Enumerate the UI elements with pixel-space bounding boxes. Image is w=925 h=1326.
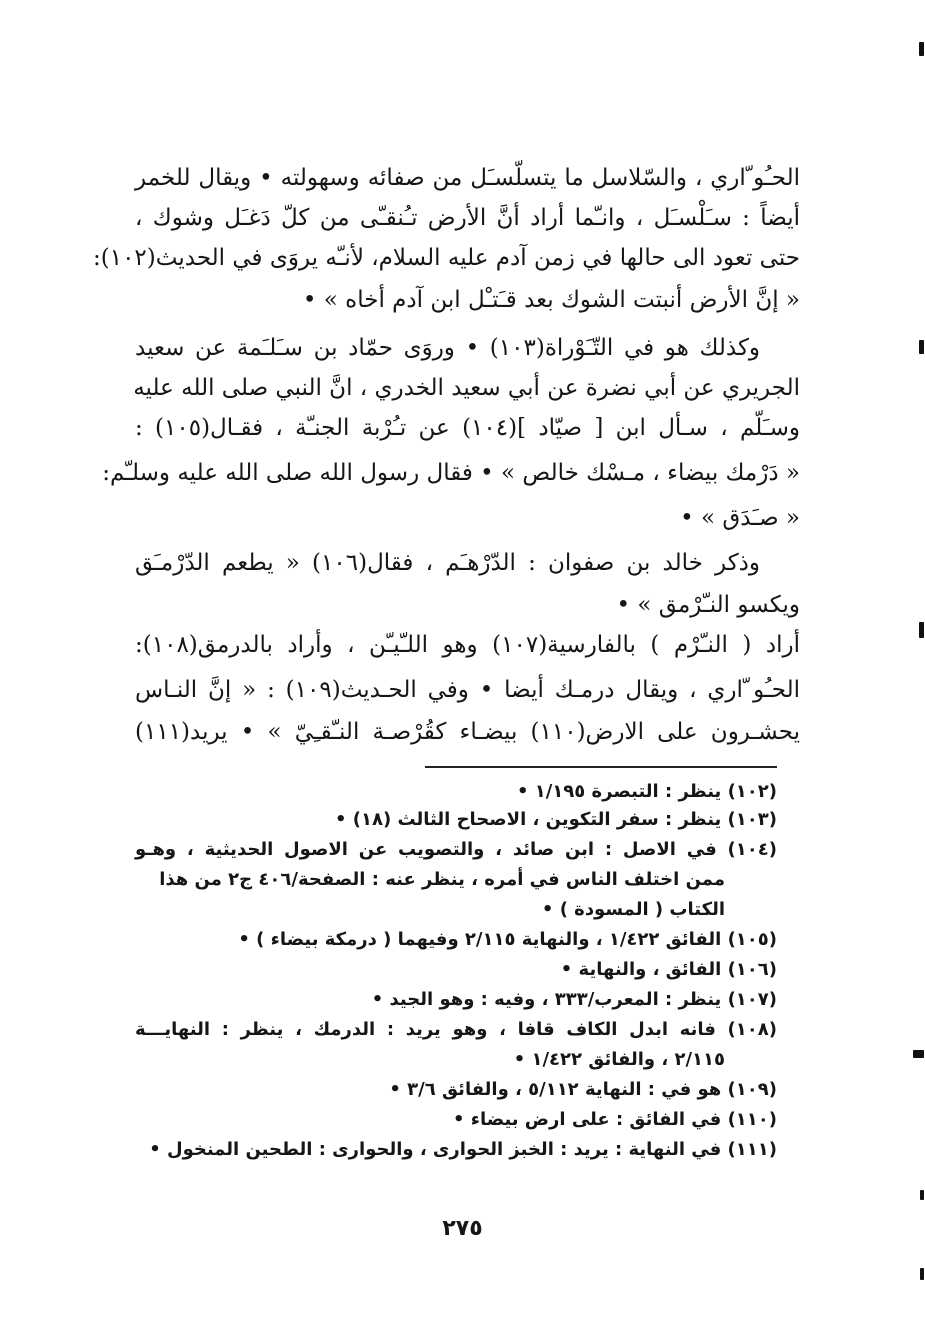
body-line: الجريري عن أبي نضرة عن أبي سعيد الخدري ، انَّ النبي صلى الله عليه	[133, 375, 800, 401]
margin-mark	[913, 1050, 924, 1058]
footnote-continuation: ممن اختلف الناس في أمره ، ينظر عنه : الصفحة/٤٠٦ ج٢ من هذا	[159, 869, 725, 890]
footnote: (١٠٥) الفائق ١/٤٢٢ ، والنهاية ٢/١١٥ وفيهما ( درمكة بيضاء ) •	[238, 929, 777, 950]
body-line: « إنَّ الأرض أنبتت الشوك بعد قـَتـْل ابن آدم أخاه » •	[302, 287, 800, 313]
body-line: الحـُو ّاري ، ويقال درمـك أيضا • وفي الحـديث(١٠٩) : « إنَّ النـاس	[135, 677, 800, 703]
page-number: ٢٧٥	[442, 1216, 483, 1241]
body-line: أيضاً : سـَلْسـَل ، وانـّما أراد أنَّ الأرض تـُنقـّى من كلّ دَغـَل وشوك ،	[135, 205, 800, 231]
body-line: « صـَدَق » •	[680, 505, 800, 531]
body-line: أراد ( النـّرْم ) بالفارسية(١٠٧) وهو اللـّيـّن ، وأراد بالدرمق(١٠٨):	[135, 632, 800, 658]
body-line: ويكسو النـّرْمق » •	[616, 592, 800, 618]
body-line: « دَرْمك بيضاء ، مـسْك خالص » • فقال رسول الله صلى الله عليه وسلـّم:	[102, 460, 800, 486]
margin-mark	[919, 622, 924, 638]
footnote: (١٠٢) ينظر : التبصرة ١/١٩٥ •	[516, 781, 777, 802]
margin-mark	[919, 42, 924, 56]
footnote: (١١١) في النهاية : يريد : الخبز الحوارى ، والحوارى : الطحين المنخول •	[149, 1139, 777, 1160]
footnote-continuation: ٢/١١٥ ، والفائق ١/٤٢٢ •	[513, 1049, 725, 1070]
body-line: الحـُو ّاري ، والسّلاسل ما يتسلّسـَل من صفائه وسهولته • ويقال للخمر	[135, 165, 800, 191]
footnote: (١١٠) في الفائق : على ارض بيضاء •	[452, 1109, 777, 1130]
body-line: حتى تعود الى حالها في زمن آدم عليه السلام، لأنـّه يروَى في الحديث(١٠٢):	[92, 245, 800, 271]
margin-mark	[920, 1268, 924, 1280]
footnote: (١٠٧) ينظر : المعرب/٣٣٣ ، وفيه : وهو الجيد •	[371, 989, 777, 1010]
footnote: (١٠٤) في الاصل : ابن صائد ، والتصويب عن الاصول الحديثية ، وهـو	[135, 839, 777, 860]
footnote: (١٠٨) فانه ابدل الكاف قافا ، وهو يريد : الدرمك ، ينظر : النهايـــة	[135, 1019, 777, 1040]
body-line: يحشـرون على الارض(١١٠) بيضـاء كقُرْصـة النـّقـِيّ » • يريد(١١١)	[135, 719, 800, 745]
margin-mark	[920, 1190, 924, 1200]
body-line: وكذلك هو في التّـَوْراة(١٠٣) • وروَى حمّاد بن سـَلـَمة عن سعيد	[135, 335, 761, 361]
footnote: (١٠٣) ينظر : سفر التكوين ، الاصحاح الثالث (١٨) •	[334, 809, 777, 830]
margin-mark	[919, 340, 924, 354]
footnote: (١٠٦) الفائق ، والنهاية •	[560, 959, 777, 980]
footnote: (١٠٩) هو في : النهاية ٥/١١٢ ، والفائق ٣/٦ •	[389, 1079, 777, 1100]
body-line: وذكر خالد بن صفوان : الدّرْهـَم ، فقال(١٠٦) « يطعم الدّرْمـَق	[135, 550, 760, 576]
body-line: وسـَلّم ، سـأل ابن [ صيّاد ](١٠٤) عن تـُرْبة الجنـّة ، فقـال(١٠٥) :	[135, 415, 800, 441]
footnote-continuation: الكتاب ( المسودة ) •	[541, 899, 725, 920]
footnote-divider	[425, 766, 777, 768]
